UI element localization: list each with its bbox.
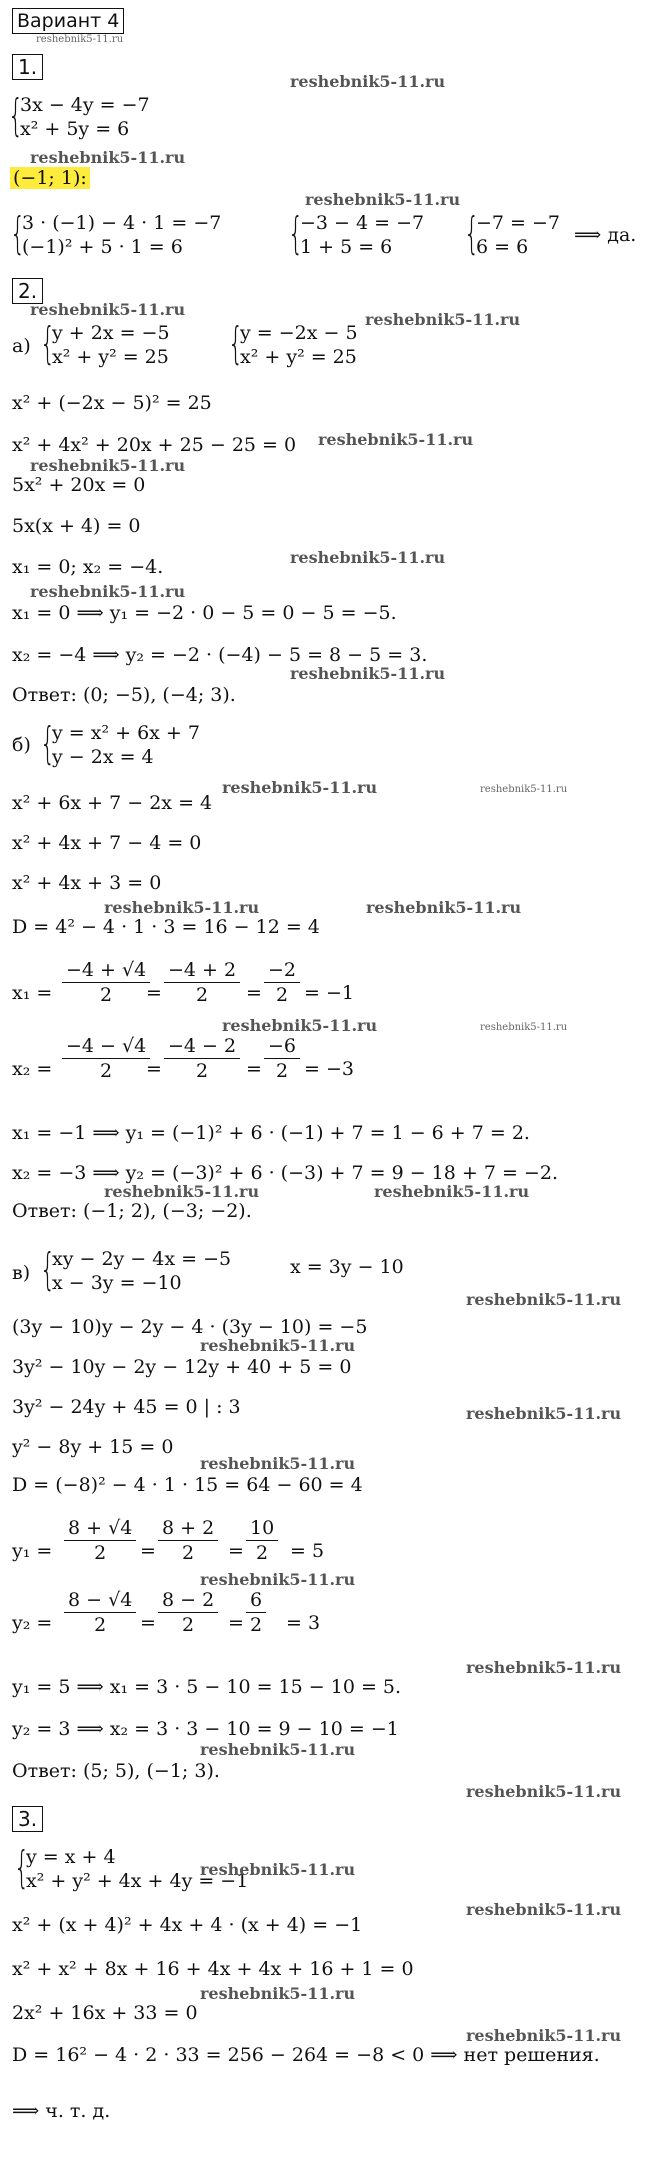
watermark: reshebnik5-11.ru [305, 190, 461, 209]
fraction-label: x₂ = [12, 1058, 53, 1080]
watermark: reshebnik5-11.ru [466, 1658, 622, 1677]
numerator: 8 + 2 [158, 1516, 218, 1541]
equation-line: y₁ = 5 ⟹ x₁ = 3 · 5 − 10 = 15 − 10 = 5. [12, 1676, 402, 1698]
equation: y + 2x = −5 [52, 322, 170, 344]
watermark: reshebnik5-11.ru [480, 1022, 568, 1033]
equation-line: x₁ = −1 ⟹ y₁ = (−1)² + 6 · (−1) + 7 = 1 − 6 + 7 = 2. [12, 1122, 530, 1144]
brace: { [40, 718, 56, 769]
task-1-number: 1. [12, 54, 43, 80]
equation: x² + 5y = 6 [20, 118, 130, 140]
fraction [264, 958, 300, 1007]
brace: { [288, 208, 304, 259]
watermark: reshebnik5-11.ru [104, 1182, 260, 1201]
equation-line: x² + x² + 8x + 16 + 4x + 4x + 16 + 1 = 0 [12, 1958, 414, 1980]
fraction [158, 1516, 218, 1565]
denominator: 2 [275, 1060, 289, 1082]
equals: = [228, 1612, 244, 1634]
denominator: 2 [196, 984, 209, 1006]
point-label: (−1; 1): [10, 167, 90, 189]
equals: = [140, 1612, 156, 1634]
equation: x² + y² = 25 [240, 346, 357, 368]
equation: y − 2x = 4 [52, 746, 154, 768]
equation-line: (3y − 10)y − 2y − 4 · (3y − 10) = −5 [12, 1316, 368, 1338]
brace: { [10, 208, 26, 259]
result: = 3 [286, 1612, 321, 1634]
fraction [246, 1516, 278, 1565]
watermark: reshebnik5-11.ru [222, 778, 378, 797]
equals: = [246, 1058, 262, 1080]
equation-line: x² + 4x + 7 − 4 = 0 [12, 832, 202, 854]
numerator: −4 + 2 [164, 958, 240, 983]
equation-line: x² + (x + 4)² + 4x + 4 · (x + 4) = −1 [12, 1914, 363, 1936]
numerator: −4 + √4 [62, 958, 150, 983]
denominator: 2 [100, 1060, 113, 1082]
answer: Ответ: (−1; 2), (−3; −2). [12, 1200, 252, 1222]
fraction-label: y₂ = [12, 1612, 53, 1634]
result: = −1 [304, 982, 354, 1004]
equation-line: x² + (−2x − 5)² = 25 [12, 392, 212, 414]
task-2-number: 2. [12, 278, 43, 304]
watermark: reshebnik5-11.ru [200, 1740, 356, 1759]
denominator: 2 [94, 1614, 107, 1636]
fraction-label: x₁ = [12, 982, 53, 1004]
brace: { [40, 1244, 56, 1295]
equation: (−1)² + 5 · 1 = 6 [22, 236, 183, 258]
equation-line: x₂ = −3 ⟹ y₂ = (−3)² + 6 · (−3) + 7 = 9 − 18 + 7 = −2. [12, 1162, 558, 1184]
numerator: −4 − √4 [62, 1034, 150, 1059]
equation: y = x² + 6x + 7 [52, 722, 200, 744]
fraction [64, 1516, 136, 1565]
watermark: reshebnik5-11.ru [365, 310, 521, 329]
numerator: −4 − 2 [164, 1034, 240, 1059]
part-c-label: в) [12, 1262, 31, 1284]
equals: = [146, 982, 162, 1004]
equation-line: y₂ = 3 ⟹ x₂ = 3 · 3 − 10 = 9 − 10 = −1 [12, 1718, 399, 1740]
equation-line: x² + 4x + 3 = 0 [12, 872, 162, 894]
fraction-label: y₁ = [12, 1540, 53, 1562]
denominator: 2 [182, 1614, 195, 1636]
equation-line: 3y² − 10y − 2y − 12y + 40 + 5 = 0 [12, 1356, 352, 1378]
equation: y = x + 4 [26, 1846, 116, 1868]
equals: = [228, 1540, 244, 1562]
watermark: reshebnik5-11.ru [466, 1404, 622, 1423]
denominator: 2 [275, 984, 289, 1006]
watermark: reshebnik5-11.ru [104, 898, 260, 917]
numerator: 8 + √4 [64, 1516, 136, 1541]
result: = 5 [290, 1540, 325, 1562]
answer: Ответ: (5; 5), (−1; 3). [12, 1760, 220, 1782]
denominator: 2 [256, 1542, 269, 1564]
equation: xy − 2y − 4x = −5 [52, 1248, 232, 1270]
watermark: reshebnik5-11.ru [466, 1782, 622, 1801]
numerator: −6 [264, 1034, 300, 1059]
watermark: reshebnik5-11.ru [30, 148, 186, 167]
numerator: 8 − 2 [158, 1588, 218, 1613]
numerator: 8 − √4 [64, 1588, 136, 1613]
watermark: reshebnik5-11.ru [200, 1454, 356, 1473]
substitution: x = 3y − 10 [290, 1256, 404, 1278]
fraction [246, 1588, 266, 1637]
equation-line: 2x² + 16x + 33 = 0 [12, 2002, 198, 2024]
denominator: 2 [250, 1614, 263, 1636]
watermark: reshebnik5-11.ru [366, 898, 522, 917]
watermark: reshebnik5-11.ru [290, 548, 446, 567]
fraction [158, 1588, 218, 1637]
fraction [164, 1034, 240, 1083]
equation: x − 3y = −10 [52, 1272, 182, 1294]
watermark: reshebnik5-11.ru [290, 664, 446, 683]
watermark: reshebnik5-11.ru [200, 1984, 356, 2003]
watermark: reshebnik5-11.ru [222, 1016, 378, 1035]
watermark: reshebnik5-11.ru [30, 300, 186, 319]
brace: { [8, 90, 24, 141]
brace: { [464, 208, 480, 259]
equation-line: x₁ = 0; x₂ = −4. [12, 556, 164, 578]
denominator: 2 [94, 1542, 107, 1564]
brace: { [40, 318, 56, 369]
watermark: reshebnik5-11.ru [30, 582, 186, 601]
equation-line: x₁ = 0 ⟹ y₁ = −2 · 0 − 5 = 0 − 5 = −5. [12, 602, 397, 624]
fraction [164, 958, 240, 1007]
watermark: reshebnik5-11.ru [290, 72, 446, 91]
discriminant: D = 4² − 4 · 1 · 3 = 16 − 12 = 4 [12, 916, 320, 938]
watermark: reshebnik5-11.ru [36, 34, 124, 45]
equals: = [146, 1058, 162, 1080]
equation-line: 5x(x + 4) = 0 [12, 515, 141, 537]
equation: 1 + 5 = 6 [300, 236, 393, 258]
watermark: reshebnik5-11.ru [318, 430, 474, 449]
equation: 3x − 4y = −7 [20, 94, 150, 116]
equation: −7 = −7 [476, 212, 561, 234]
watermark: reshebnik5-11.ru [480, 784, 568, 795]
equation-line: x² + 4x² + 20x + 25 − 25 = 0 [12, 434, 297, 456]
part-a-label: а) [12, 335, 31, 357]
equation: 6 = 6 [476, 236, 529, 258]
equation: x² + y² + 4x + 4y = −1 [26, 1870, 249, 1892]
watermark: reshebnik5-11.ru [200, 1570, 356, 1589]
equation-line: x₂ = −4 ⟹ y₂ = −2 · (−4) − 5 = 8 − 5 = 3. [12, 644, 428, 666]
watermark: reshebnik5-11.ru [374, 1182, 530, 1201]
equation-line: 3y² − 24y + 45 = 0 | : 3 [12, 1396, 241, 1418]
conclusion: ⟹ ч. т. д. [12, 2100, 111, 2122]
equals: = [140, 1540, 156, 1562]
brace: { [14, 1842, 30, 1893]
watermark: reshebnik5-11.ru [466, 2026, 622, 2045]
task-3-number: 3. [12, 1806, 43, 1832]
fraction [62, 958, 150, 1007]
equation: −3 − 4 = −7 [300, 212, 425, 234]
page-title: Вариант 4 [12, 8, 124, 34]
watermark: reshebnik5-11.ru [466, 1900, 622, 1919]
answer: Ответ: (0; −5), (−4; 3). [12, 684, 236, 706]
numerator: 10 [246, 1516, 278, 1541]
watermark: reshebnik5-11.ru [200, 1336, 356, 1355]
equation: x² + y² = 25 [52, 346, 169, 368]
discriminant: D = 16² − 4 · 2 · 33 = 256 − 264 = −8 < 0 ⟹ нет решения. [12, 2044, 600, 2066]
brace: { [228, 318, 244, 369]
denominator: 2 [196, 1060, 209, 1082]
equation-line: 5x² + 20x = 0 [12, 474, 146, 496]
conclusion: ⟹ да. [574, 224, 637, 246]
watermark: reshebnik5-11.ru [200, 1860, 356, 1879]
equation-line: y² − 8y + 15 = 0 [12, 1436, 174, 1458]
discriminant: D = (−8)² − 4 · 1 · 15 = 64 − 60 = 4 [12, 1474, 363, 1496]
watermark: reshebnik5-11.ru [30, 456, 186, 475]
result: = −3 [304, 1058, 354, 1080]
highlighted-point [10, 167, 90, 189]
equation-line: x² + 6x + 7 − 2x = 4 [12, 792, 213, 814]
equation: 3 · (−1) − 4 · 1 = −7 [22, 212, 222, 234]
numerator: 6 [246, 1588, 266, 1613]
denominator: 2 [100, 984, 113, 1006]
part-b-label: б) [12, 734, 31, 756]
equals: = [246, 982, 262, 1004]
numerator: −2 [264, 958, 300, 983]
fraction [64, 1588, 136, 1637]
fraction [264, 1034, 300, 1083]
fraction [62, 1034, 150, 1083]
equation: y = −2x − 5 [240, 322, 358, 344]
denominator: 2 [182, 1542, 195, 1564]
watermark: reshebnik5-11.ru [466, 1290, 622, 1309]
